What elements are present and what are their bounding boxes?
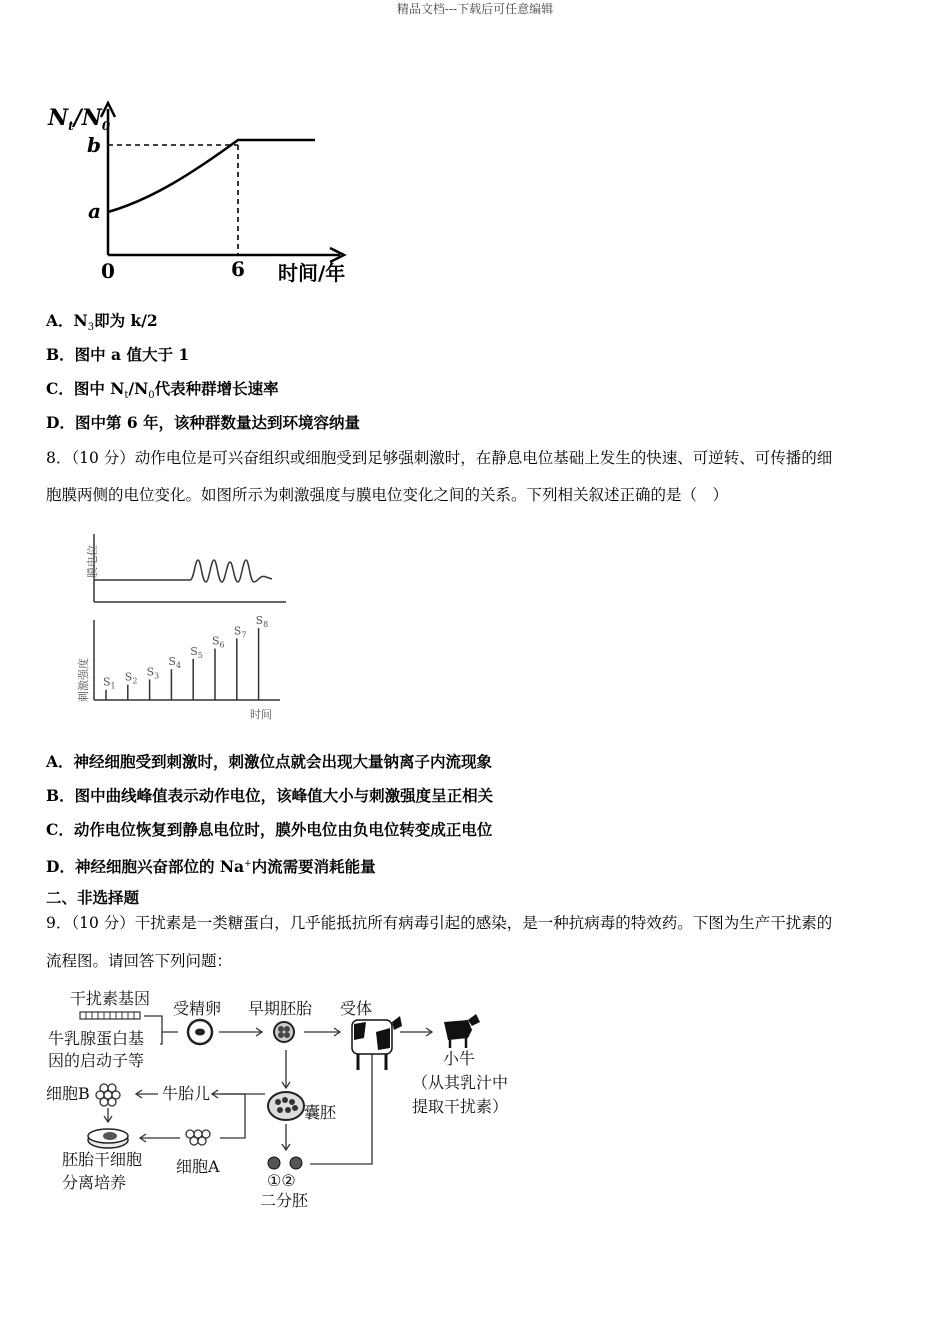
promoter-line2: 因的启动子等 <box>48 1051 145 1070</box>
gene-connector <box>144 1016 178 1032</box>
promoter-line1: 牛乳腺蛋白基 <box>48 1029 145 1048</box>
recipient-cow-icon <box>352 1016 402 1070</box>
q7-option-c: C．图中 $N_t/N_0$代表种群增长速率 <box>46 379 279 402</box>
fetal-calf-label: 牛胎儿 <box>162 1084 211 1103</box>
stem-cell-line1: 胚胎干细胞 <box>62 1150 143 1169</box>
cell-a-label: 细胞A <box>176 1157 220 1176</box>
early-embryo-icon <box>274 1022 294 1042</box>
stimulus-label-1: $S_1$ <box>103 675 116 691</box>
cell-b-label: 细胞B <box>46 1084 90 1103</box>
split-embryo-label: 二分胚 <box>260 1191 309 1210</box>
q7-option-a: A．$N_3$即为 k/2 <box>46 311 158 334</box>
population-curve-figure <box>40 95 370 295</box>
culture-dish-icon <box>88 1129 128 1148</box>
calf-label: 小牛 <box>443 1049 476 1068</box>
q8-option-c: C．动作电位恢复到静息电位时，膜外电位由负电位转变成正电位 <box>46 820 493 839</box>
stimulus-label-2: $S_2$ <box>124 670 138 686</box>
stimulus-label-6: $S_6$ <box>212 634 225 650</box>
interferon-flowchart <box>40 982 540 1212</box>
fetus-to-cella-line <box>220 1094 245 1138</box>
growth-curve <box>108 140 315 212</box>
x-tick-6: 6 <box>231 257 245 281</box>
time-label: 时间 <box>250 708 272 721</box>
split-embryo-icon <box>268 1157 302 1169</box>
q8-option-a: A．神经细胞受到刺激时，刺激位点就会出现大量钠离子内流现象 <box>46 752 493 771</box>
q8-option-b: B．图中曲线峰值表示动作电位，该峰值大小与刺激强度呈正相关 <box>46 786 494 805</box>
y-label: $N_t/N_0$ <box>48 105 111 133</box>
calf-note-line2: 提取干扰素） <box>412 1097 509 1116</box>
section-heading: 二、非选择题 <box>46 888 140 907</box>
blastocyst-label: 囊胚 <box>304 1103 337 1122</box>
membrane-potential-trace <box>94 560 272 582</box>
x-tick-0: 0 <box>101 259 115 283</box>
top-y-label: 膜电位 <box>86 545 99 578</box>
split-numbers: ①② <box>267 1171 296 1190</box>
blastocyst-icon <box>268 1092 304 1120</box>
early-embryo-label: 早期胚胎 <box>248 999 313 1018</box>
q9-stem-line2: 流程图。请回答下列问题： <box>46 952 233 970</box>
stimulus-label-4: $S_4$ <box>168 655 182 671</box>
q7-option-b: B．图中 a 值大于 1 <box>46 345 190 364</box>
membrane-potential-figure <box>70 530 300 725</box>
recipient-label: 受体 <box>340 999 373 1018</box>
stimulus-label-3: $S_3$ <box>146 665 160 681</box>
q8-option-d: D．神经细胞兴奋部位的 Na+内流需要消耗能量 <box>46 857 376 877</box>
q8-stem-line2: 胞膜两侧的电位变化。如图所示为刺激强度与膜电位变化之间的关系。下列相关叙述正确的是（ ） <box>46 486 729 504</box>
q7-option-d: D．图中第 6 年，该种群数量达到环境容纳量 <box>46 413 361 432</box>
cell-b-icon <box>96 1084 120 1106</box>
fertilized-egg-label: 受精卵 <box>173 999 222 1018</box>
stimulus-label-5: $S_5$ <box>190 644 203 660</box>
q8-stem-line1: 8．（10 分）动作电位是可兴奋组织或细胞受到足够强刺激时，在静息电位基础上发生的快速、可逆转、可传播的细 <box>46 449 833 467</box>
stem-cell-line2: 分离培养 <box>62 1173 127 1192</box>
q9-stem-line1: 9．（10 分）干扰素是一类糖蛋白，几乎能抵抗所有病毒引起的感染，是一种抗病毒的特效药。下图为生产干扰素的 <box>46 914 833 932</box>
x-axis-label: 时间/年 <box>278 261 346 285</box>
page-header: 精品文档---下载后可任意编辑 <box>396 2 554 16</box>
stimulus-bars <box>103 614 268 700</box>
calf-icon <box>444 1014 480 1048</box>
b-label: b <box>87 133 101 157</box>
calf-note-line1: （从其乳汁中 <box>412 1073 509 1092</box>
bottom-y-label: 刺激强度 <box>77 658 90 702</box>
stimulus-label-7: $S_7$ <box>233 624 247 640</box>
stimulus-label-8: $S_8$ <box>255 614 269 629</box>
gene-label: 干扰素基因 <box>70 989 151 1008</box>
cell-a-icon <box>186 1130 210 1145</box>
a-label: a <box>88 199 101 223</box>
